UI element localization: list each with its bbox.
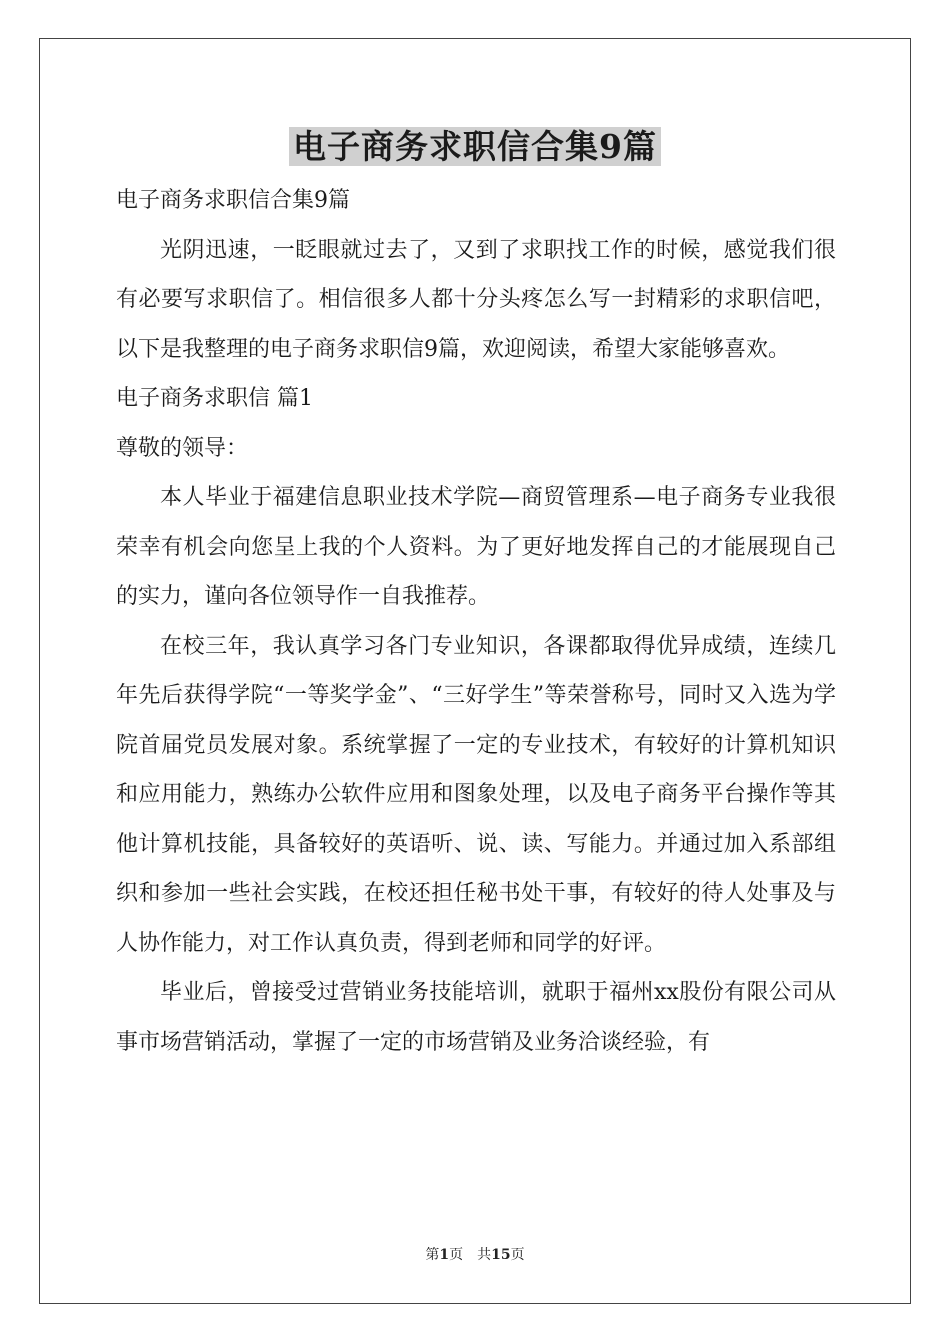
total-prefix: 共	[477, 1247, 492, 1263]
salutation: 尊敬的领导：	[116, 435, 249, 461]
total-suffix: 页	[510, 1247, 525, 1263]
total-pages: 15	[491, 1247, 511, 1263]
document-title	[0, 122, 950, 172]
page-suffix: 页	[449, 1247, 464, 1263]
document-body	[116, 176, 836, 1067]
body-paragraph: 本人毕业于福建信息职业技术学院—商贸管理系—电子商务专业我很荣幸有机会向您呈上我的个人资料。为了更好地发挥自己的才能展现自己的实力，谨向各位领导作一自我推荐。	[116, 485, 836, 609]
page-prefix: 第	[425, 1247, 440, 1263]
page-number: 1	[439, 1247, 450, 1263]
document-title-text: 电子商务求职信合集9篇	[289, 127, 661, 166]
page-footer	[0, 1245, 950, 1265]
body-paragraph: 毕业后，曾接受过营销业务技能培训，就职于福州xx股份有限公司从事市场营销活动，掌握了一定的市场营销及业务洽谈经验，有	[116, 980, 836, 1055]
intro-paragraph: 光阴迅速，一眨眼就过去了，又到了求职找工作的时候，感觉我们很有必要写求职信了。相信很多人都十分头疼怎么写一封精彩的求职信吧，以下是我整理的电子商务求职信9篇，欢迎阅读，希望大家能够喜欢。	[116, 237, 836, 362]
section-heading: 电子商务求职信 篇1	[116, 386, 313, 411]
body-paragraph: 在校三年，我认真学习各门专业知识，各课都取得优异成绩，连续几年先后获得学院“一等奖学金”、“三好学生”等荣誉称号，同时又入选为学院首届党员发展对象。系统掌握了一定的专业技术，有较好的计算机知识和应用能力，熟练办公软件应用和图象处理，以及电子商务平台操作等其他计算机技能，具备较好的英语听、说、读、写能力。并通过加入系部组织和参加一些社会实践，在校还担任秘书处干事，有较好的待人处事及与人协作能力，对工作认真负责，得到老师和同学的好评。	[116, 633, 836, 956]
subtitle-line: 电子商务求职信合集9篇	[116, 188, 350, 213]
